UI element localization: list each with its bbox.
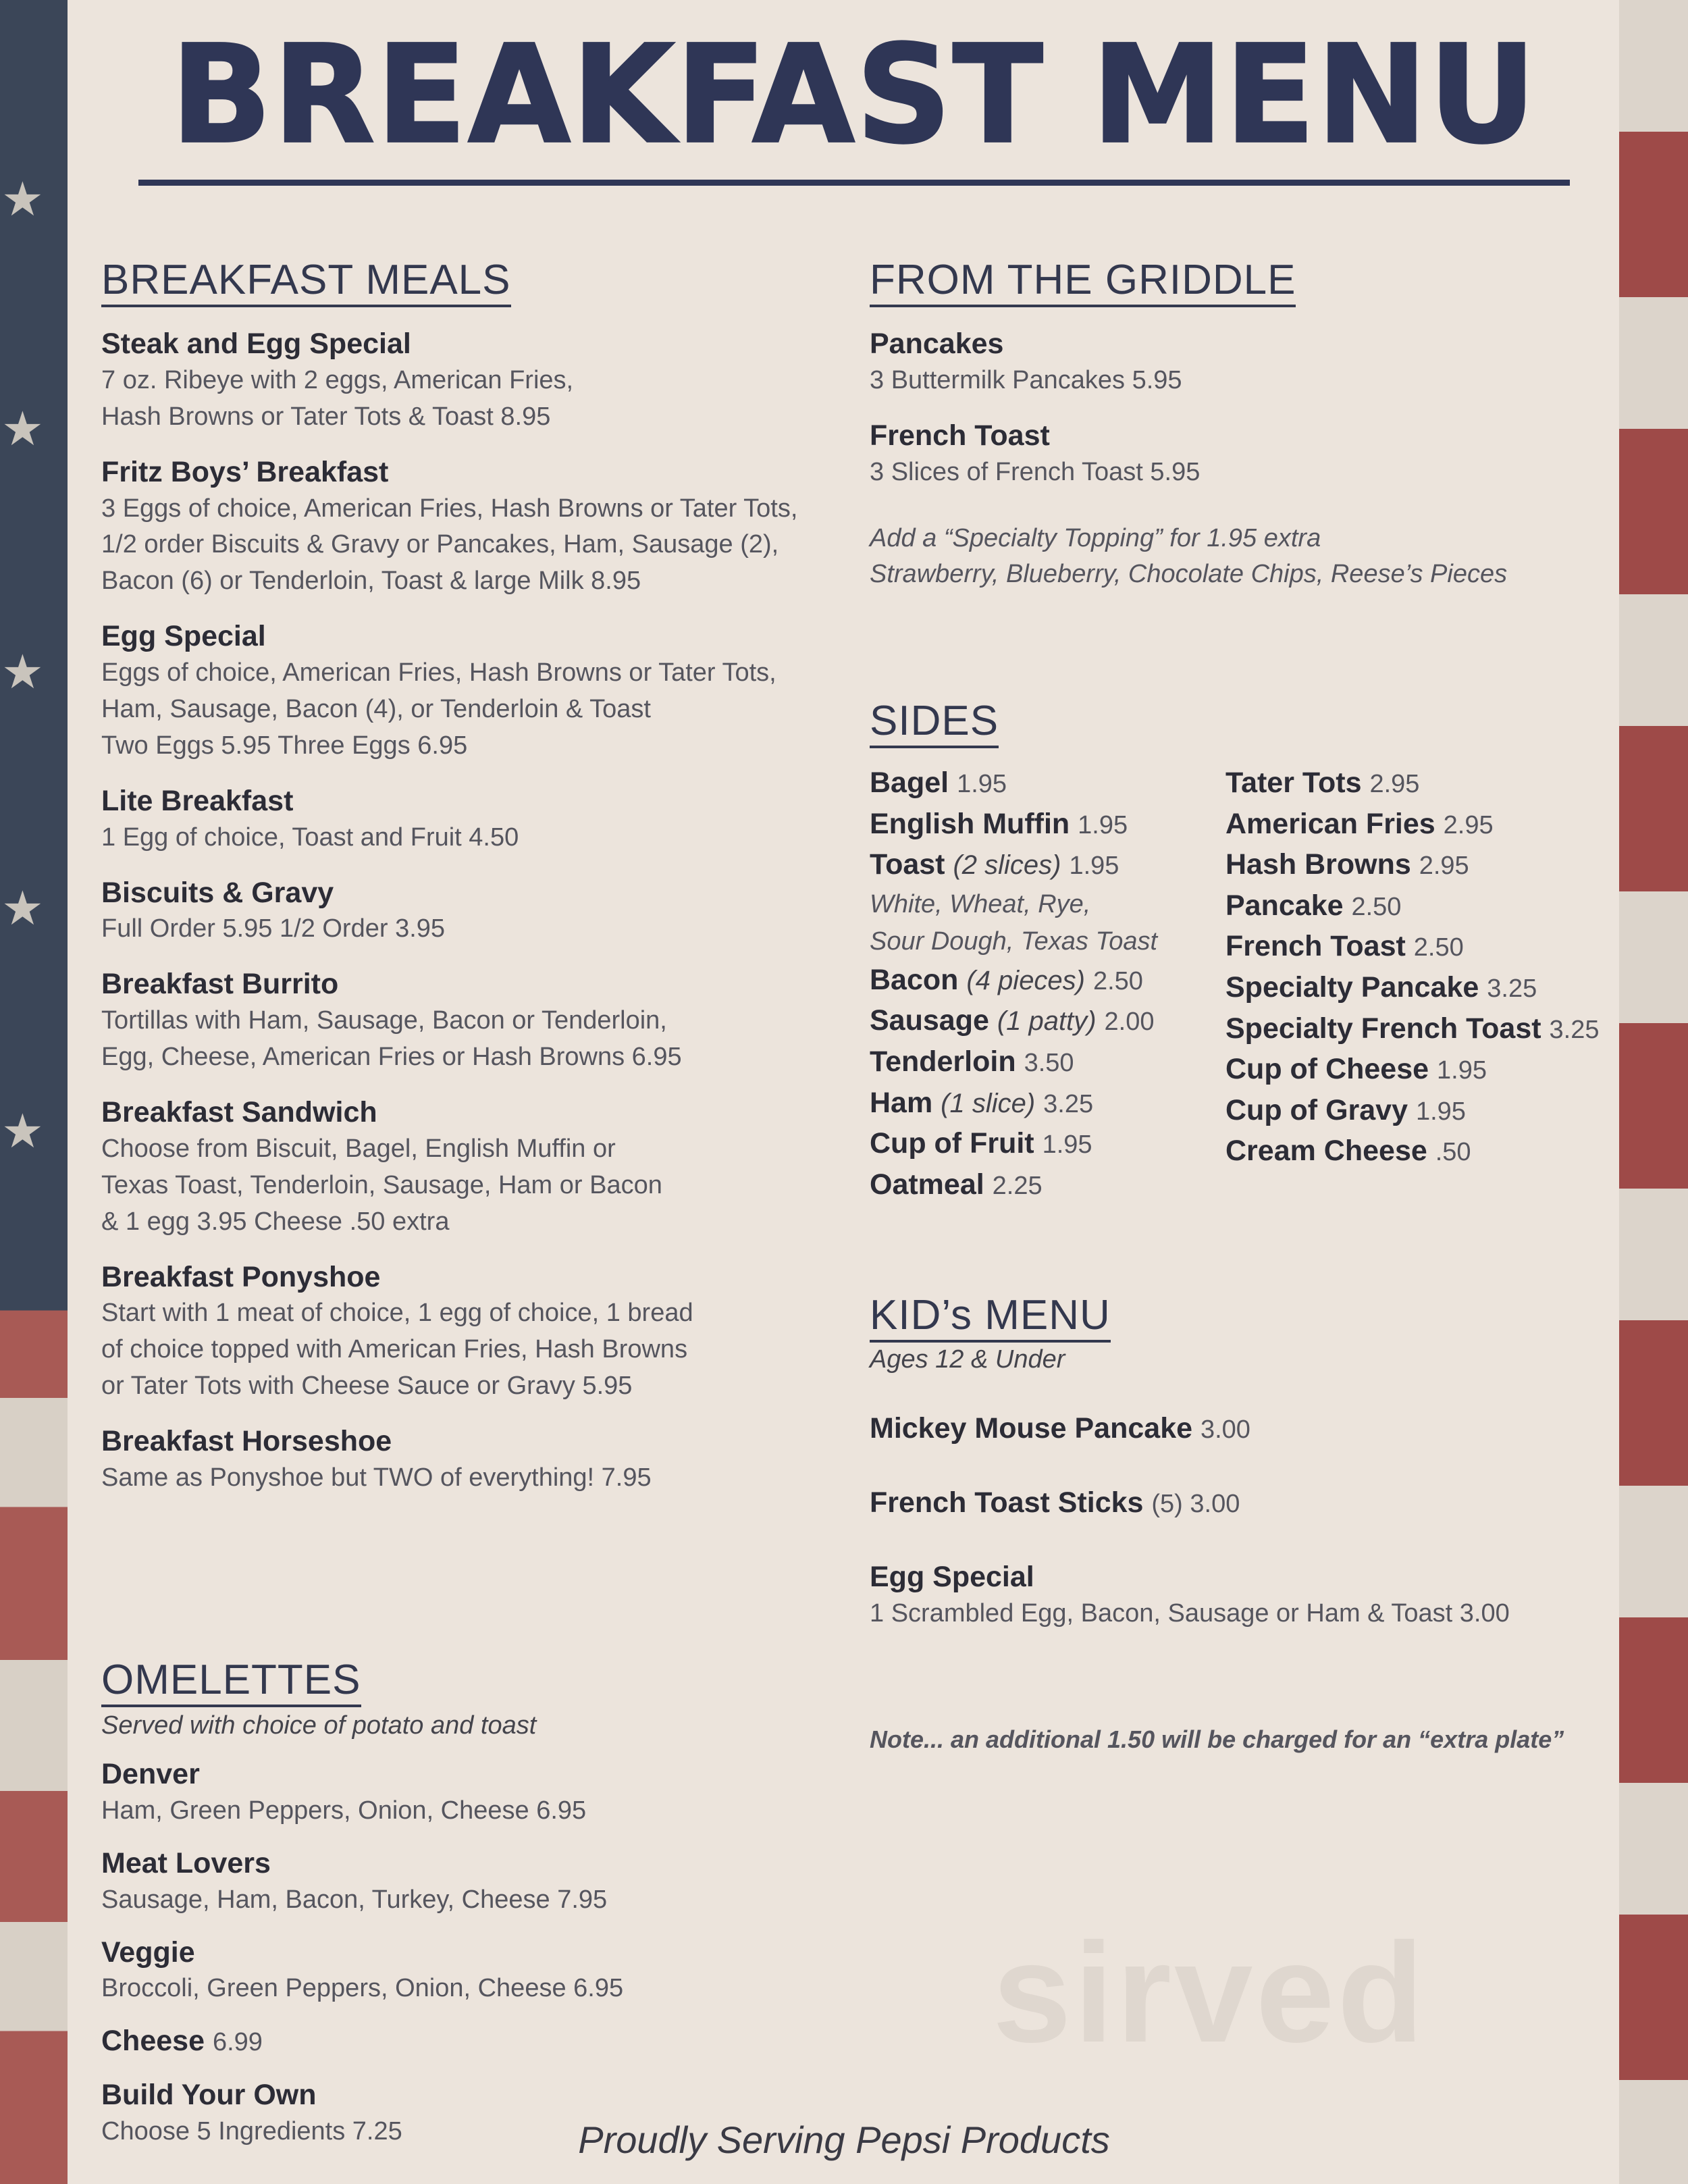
menu-item (870, 418, 1612, 491)
item-name: Pancakes (870, 328, 1004, 361)
item-name: Fritz Boys’ Breakfast (101, 455, 389, 488)
watermark: sirved (993, 1913, 1427, 2072)
section-heading: SIDES (870, 699, 999, 748)
item-name (870, 1559, 1612, 1596)
item-description: or Tater Tots with Cheese Sauce or Gravy 5.95 (101, 1372, 633, 1401)
item-description: Two Eggs 5.95 Three Eggs 6.95 (101, 731, 468, 760)
menu-item (101, 875, 885, 948)
side-qualifier: (2 slices) (953, 850, 1061, 881)
item-description: 3 Eggs of choice, American Fries, Hash Browns or Tater Tots, (101, 494, 798, 523)
side-name: Cream Cheese (1225, 1135, 1427, 1168)
side-name: Specialty Pancake (1225, 971, 1479, 1004)
breakfast-meals-section (101, 258, 885, 1497)
side-price: 1.95 (957, 770, 1007, 799)
item-name: Steak and Egg Special (101, 328, 411, 361)
menu-item (101, 1935, 885, 2008)
side-item (870, 960, 1157, 1002)
menu-item (101, 1757, 885, 1829)
item-name-text: Cheese (101, 2025, 205, 2058)
item-description: Eggs of choice, American Fries, Hash Browns or Tater Tots, (101, 658, 776, 687)
section-heading: BREAKFAST MEALS (101, 258, 511, 307)
kids-menu-section (870, 1293, 1612, 1632)
side-name: Tater Tots (1225, 766, 1362, 800)
item-description: 3 Buttermilk Pancakes 5.95 (870, 365, 1182, 394)
item-description: 1 Scrambled Egg, Bacon, Sausage or Ham & Toast 3.00 (870, 1598, 1510, 1628)
side-item (1225, 886, 1599, 927)
item-description: Full Order 5.95 1/2 Order 3.95 (101, 914, 446, 943)
item-name (870, 1485, 1612, 1523)
title-rule (138, 180, 1570, 186)
side-item (1225, 845, 1599, 886)
item-name: Breakfast Ponyshoe (101, 1260, 381, 1293)
side-price: 1.95 (1415, 1097, 1466, 1126)
item-price: (5) 3.00 (1151, 1490, 1240, 1519)
item-name-text: Denver (101, 1758, 200, 1791)
side-name: Tenderloin (870, 1045, 1016, 1078)
side-price: 2.95 (1443, 810, 1494, 839)
side-qualifier: (1 slice) (941, 1088, 1036, 1118)
side-price: 2.25 (992, 1171, 1043, 1200)
side-item (1225, 968, 1599, 1009)
menu-item (101, 966, 885, 1076)
side-item (870, 1165, 1157, 1206)
flag-left-border (0, 0, 68, 2184)
menu-item (101, 1259, 885, 1405)
menu-item (101, 619, 885, 764)
side-qualifier: (4 pieces) (966, 965, 1085, 995)
menu-item (101, 1846, 885, 1919)
section-heading: OMELETTES (101, 1658, 361, 1707)
menu-item (101, 326, 885, 436)
menu-title: BREAKFAST MENU (170, 16, 1538, 174)
menu-item (101, 783, 885, 856)
item-name (101, 1757, 885, 1793)
item-name-text: Egg Special (870, 1561, 1034, 1593)
side-item (1225, 927, 1599, 968)
section-subtitle: Ages 12 & Under (870, 1345, 1065, 1374)
side-price: 2.50 (1413, 933, 1464, 962)
item-description: Bacon (6) or Tenderloin, Toast & large Milk 8.95 (101, 567, 641, 596)
item-description: Ham, Green Peppers, Onion, Cheese 6.95 (101, 1796, 587, 1825)
item-description: Broccoli, Green Peppers, Onion, Cheese 6.95 (101, 1974, 624, 2003)
item-name (870, 1411, 1612, 1449)
item-description: Egg, Cheese, American Fries or Hash Browns 6.95 (101, 1043, 682, 1072)
item-description: Start with 1 meat of choice, 1 egg of choice, 1 bread (101, 1299, 693, 1328)
side-name: French Toast (1225, 930, 1406, 963)
item-name-text: Mickey Mouse Pancake (870, 1412, 1193, 1445)
item-description: Same as Ponyshoe but TWO of everything! 7.95 (101, 1463, 652, 1492)
item-description: Tortillas with Ham, Sausage, Bacon or Tenderloin, (101, 1006, 667, 1035)
side-name: Hash Browns (1225, 848, 1411, 881)
star-icon: ★ (1, 881, 44, 936)
item-description: Sausage, Ham, Bacon, Turkey, Cheese 7.95 (101, 1885, 608, 1914)
side-price: 3.25 (1487, 974, 1537, 1004)
menu-item (870, 1411, 1612, 1449)
side-price: 1.95 (1042, 1130, 1092, 1160)
side-name: English Muffin (870, 807, 1070, 840)
item-name-text: Build Your Own (101, 2079, 317, 2112)
side-item (1225, 1049, 1599, 1091)
side-name: American Fries (1225, 807, 1435, 840)
side-item (1225, 1091, 1599, 1132)
side-price: .50 (1435, 1138, 1471, 1167)
menu-item (101, 454, 885, 600)
topping-note: Add a “Specialty Topping” for 1.95 extra Strawberry, Blueberry, Chocolate Chips, Reese’s Pieces (870, 523, 1508, 589)
item-name: Lite Breakfast (101, 784, 294, 817)
side-price: 1.95 (1078, 810, 1128, 839)
side-name: Ham (870, 1086, 933, 1119)
side-price: 2.00 (1104, 1008, 1155, 1037)
item-name: Breakfast Sandwich (101, 1096, 377, 1129)
item-name (101, 2077, 885, 2114)
side-price: 3.25 (1549, 1015, 1600, 1044)
side-qualifier: (1 patty) (997, 1006, 1097, 1037)
side-name: Sausage (870, 1004, 989, 1037)
item-name (101, 1935, 885, 1971)
side-price: 2.95 (1419, 852, 1469, 881)
side-item (870, 1001, 1157, 1042)
item-description: Choose from Biscuit, Bagel, English Muffin or (101, 1134, 616, 1163)
side-price: 2.95 (1369, 770, 1420, 799)
item-description: of choice topped with American Fries, Hash Browns (101, 1335, 688, 1364)
side-price: 2.50 (1092, 966, 1143, 995)
item-name: Egg Special (101, 620, 266, 653)
item-price: 6.99 (212, 2028, 263, 2057)
item-name-text: Meat Lovers (101, 1846, 271, 1879)
star-icon: ★ (1, 172, 44, 227)
menu-item (101, 1424, 885, 1497)
flag-right-border (1619, 0, 1688, 2184)
item-description: 7 oz. Ribeye with 2 eggs, American Fries, (101, 365, 574, 394)
section-heading: KID’s MENU (870, 1293, 1111, 1343)
menu-item (870, 326, 1612, 399)
extra-plate-note: Note... an additional 1.50 will be charged for an “extra plate” (870, 1725, 1564, 1753)
item-name: French Toast (870, 419, 1050, 452)
menu-item (870, 1485, 1612, 1523)
side-price: 3.25 (1043, 1089, 1094, 1118)
side-name: Cup of Cheese (1225, 1053, 1429, 1086)
side-item (870, 1083, 1157, 1124)
item-description: & 1 egg 3.95 Cheese .50 extra (101, 1207, 450, 1236)
menu-item (101, 1095, 885, 1241)
item-description: Hash Browns or Tater Tots & Toast 8.95 (101, 402, 551, 431)
side-name: Cup of Fruit (870, 1127, 1034, 1160)
star-icon: ★ (1, 1103, 44, 1159)
side-price: 3.50 (1024, 1049, 1074, 1078)
side-price: 1.95 (1437, 1056, 1487, 1085)
item-price: 3.00 (1200, 1415, 1250, 1445)
item-description: Texas Toast, Tenderloin, Sausage, Ham or Bacon (101, 1170, 662, 1199)
item-name: Breakfast Burrito (101, 968, 339, 1001)
side-item (1225, 804, 1599, 846)
side-item (870, 1124, 1157, 1165)
menu-item (101, 2023, 885, 2061)
side-price: 2.50 (1351, 892, 1402, 921)
item-description: Choose 5 Ingredients 7.25 (101, 2116, 402, 2146)
star-icon: ★ (1, 401, 44, 457)
item-name-text: French Toast Sticks (870, 1486, 1144, 1519)
star-icon: ★ (1, 644, 44, 700)
side-price: 1.95 (1069, 852, 1119, 881)
omelettes-section (101, 1658, 885, 2150)
side-note: White, Wheat, Rye, (870, 889, 1091, 918)
side-name: Bacon (870, 963, 959, 996)
item-name: Biscuits & Gravy (101, 876, 334, 909)
side-name: Bagel (870, 766, 949, 800)
side-note: Sour Dough, Texas Toast (870, 927, 1158, 956)
item-description: 1/2 order Biscuits & Gravy or Pancakes, Ham, Sausage (2), (101, 530, 779, 559)
item-name: Breakfast Horseshoe (101, 1425, 392, 1458)
section-heading: FROM THE GRIDDLE (870, 258, 1296, 307)
griddle-section (870, 258, 1612, 593)
sides-section (870, 698, 1619, 1201)
item-description: Ham, Sausage, Bacon (4), or Tenderloin & Toast (101, 695, 651, 724)
item-name (101, 1846, 885, 1882)
side-item (870, 763, 1157, 804)
side-name: Cup of Gravy (1225, 1093, 1408, 1126)
side-name: Specialty French Toast (1225, 1012, 1541, 1045)
item-name (101, 2023, 885, 2061)
side-name: Toast (870, 848, 945, 881)
side-item (1225, 763, 1599, 804)
item-description: 1 Egg of choice, Toast and Fruit 4.50 (101, 823, 519, 852)
section-subtitle: Served with choice of potato and toast (101, 1711, 537, 1740)
menu-item (870, 1559, 1612, 1632)
footer-slogan: Proudly Serving Pepsi Products (578, 2118, 1110, 2161)
side-item (870, 1042, 1157, 1083)
item-name-text: Veggie (101, 1935, 195, 1969)
side-name: Oatmeal (870, 1168, 984, 1201)
side-item (1225, 1009, 1599, 1050)
side-item (870, 845, 1157, 886)
item-description: 3 Slices of French Toast 5.95 (870, 457, 1201, 486)
side-item (870, 804, 1157, 846)
side-item (1225, 1131, 1599, 1172)
side-name: Pancake (1225, 889, 1344, 922)
